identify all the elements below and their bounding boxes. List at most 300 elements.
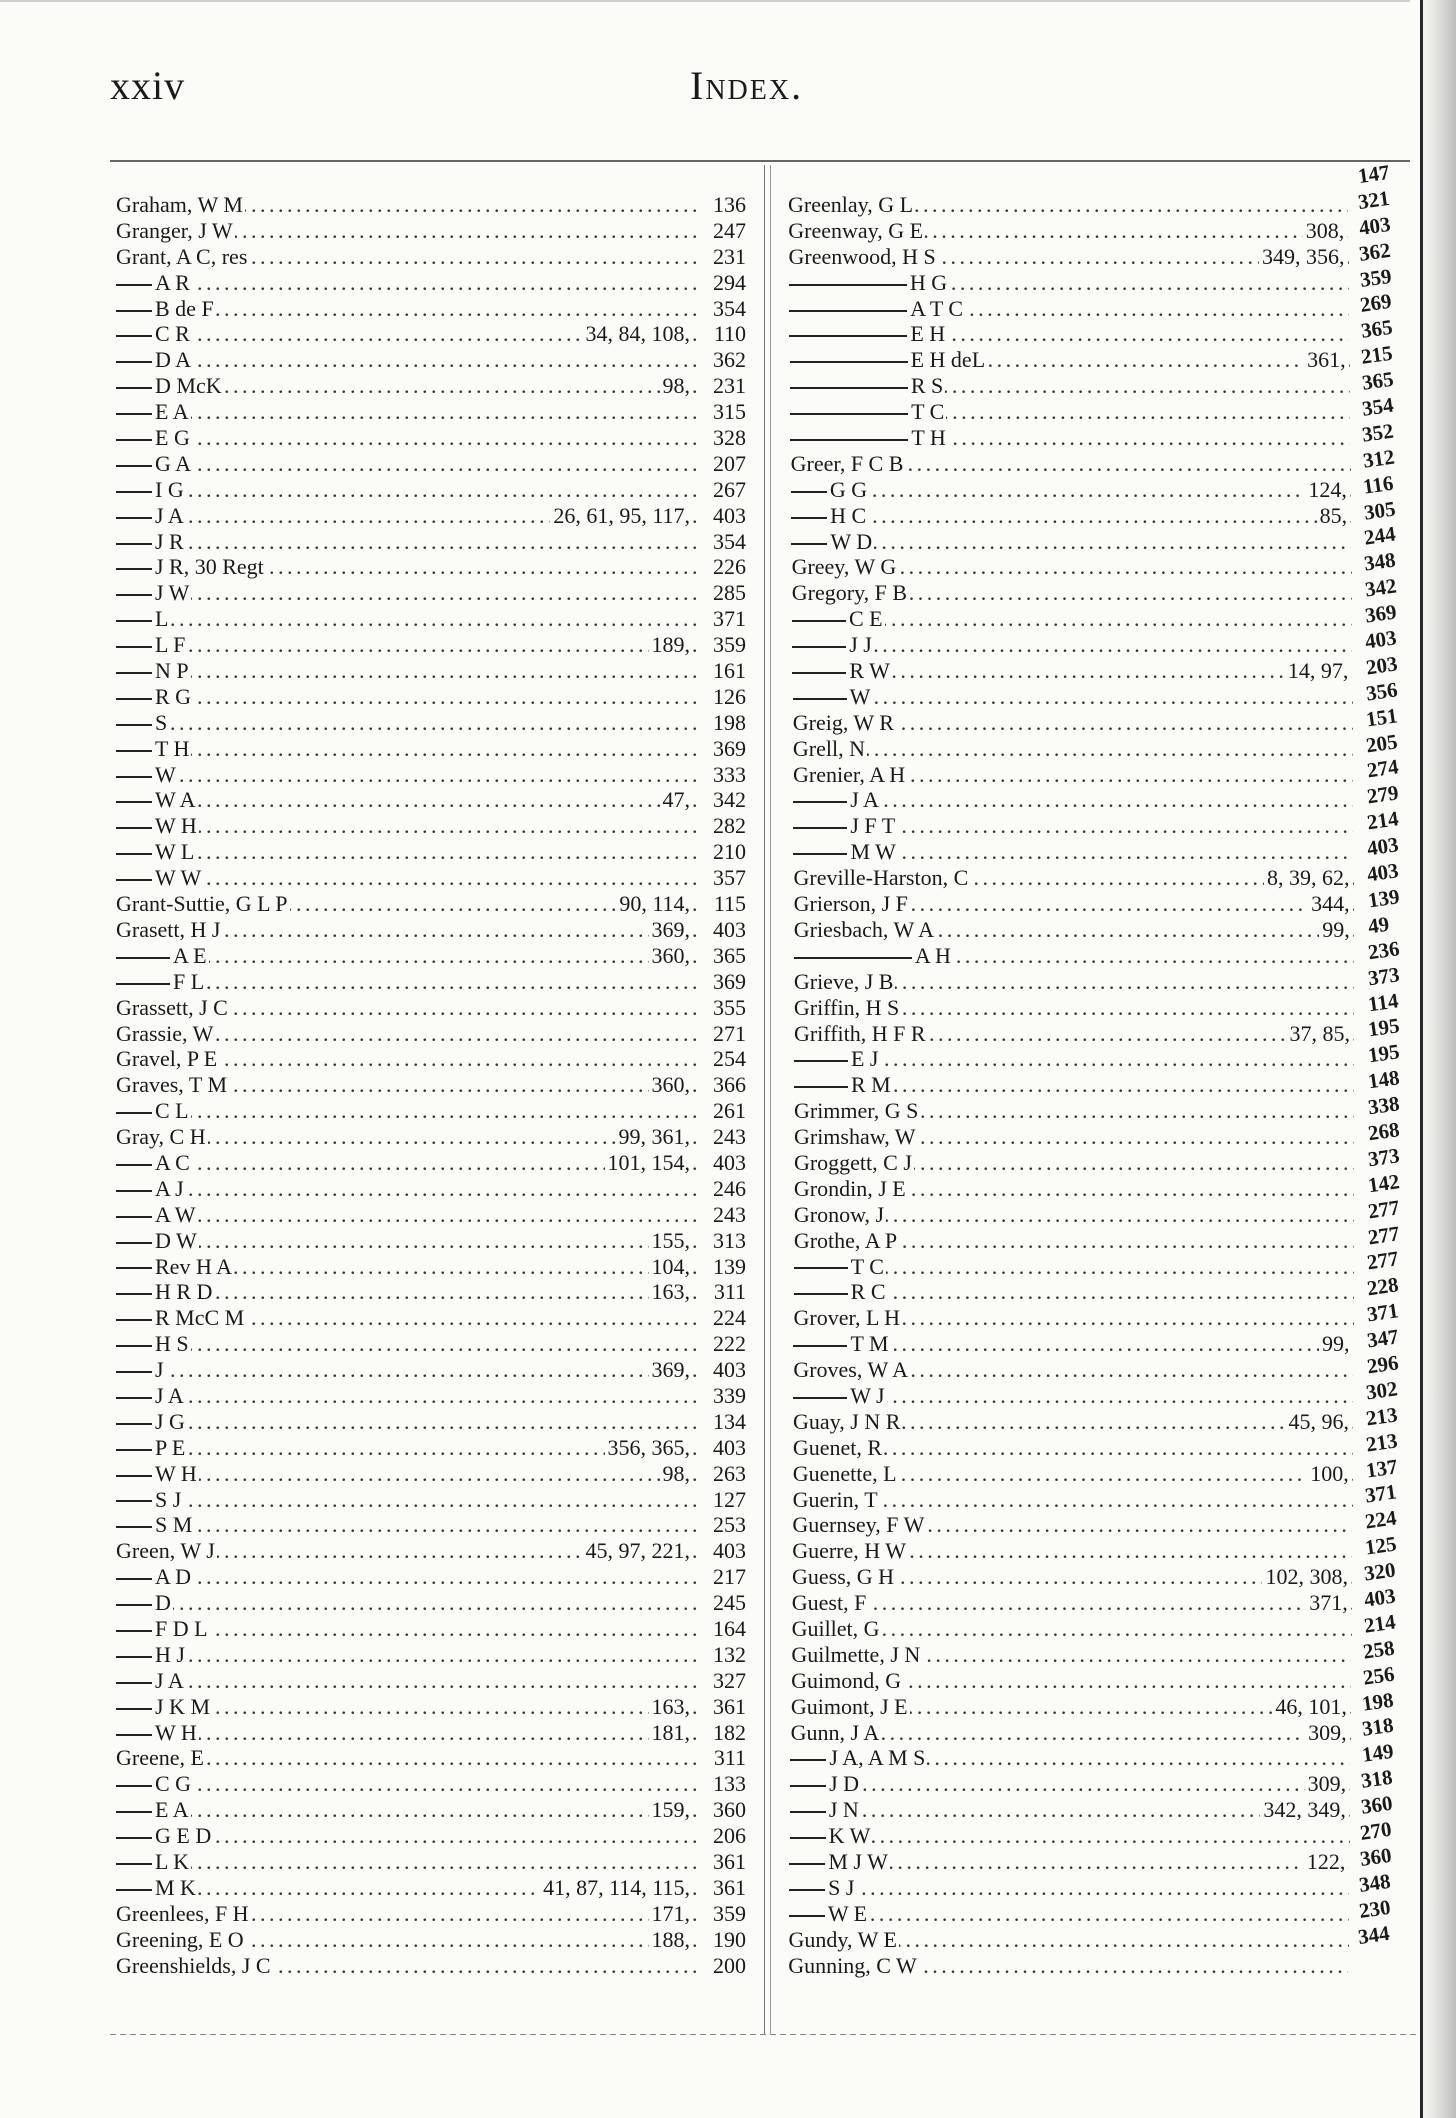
entry-name	[116, 321, 192, 346]
index-entry	[116, 632, 746, 658]
entry-name	[116, 270, 192, 295]
entry-name-text: M K	[155, 1874, 196, 1900]
entry-references: 8, 39, 62,	[1264, 865, 1350, 891]
right-column-page: 49	[1366, 911, 1391, 939]
entry-name	[792, 1512, 926, 1537]
entry-references: 14, 97,	[1285, 658, 1349, 684]
entry-name	[792, 1538, 908, 1563]
entry-references: 45, 97, 221,	[583, 1538, 691, 1564]
entry-name-text: J F T	[850, 813, 896, 839]
index-entry	[794, 1254, 1354, 1280]
index-entry	[794, 1072, 1354, 1098]
right-column-page: 214	[1365, 806, 1401, 835]
index-entry	[790, 1771, 1350, 1797]
entry-name	[790, 347, 988, 372]
entry-page: 261	[702, 1098, 746, 1124]
ditto-dash	[791, 543, 827, 545]
ditto-dash	[116, 853, 152, 855]
index-entry	[794, 917, 1354, 943]
entry-page: 285	[702, 580, 746, 606]
entry-name	[792, 1564, 896, 1589]
entry-page: 226	[702, 554, 746, 580]
ditto-dash	[116, 957, 170, 959]
entry-name-text: Graves, T M	[116, 1072, 228, 1098]
ditto-dash	[789, 284, 907, 286]
entry-name	[793, 787, 881, 812]
entry-page: 315	[702, 399, 746, 425]
entry-name	[792, 1590, 869, 1615]
entry-name	[790, 1771, 861, 1796]
entry-name	[789, 296, 965, 321]
entry-page: 311	[702, 1279, 746, 1305]
right-column-page: 403	[1363, 625, 1399, 654]
ditto-dash	[116, 439, 152, 441]
index-entry	[116, 1823, 746, 1849]
index-entry	[790, 1797, 1350, 1823]
ditto-dash	[116, 724, 152, 726]
index-entry	[116, 1254, 746, 1280]
index-entry	[116, 1228, 746, 1254]
entry-name-text: Guerin, T	[792, 1486, 878, 1512]
index-entry	[116, 1668, 746, 1694]
index-entry	[791, 1642, 1351, 1668]
entry-page: 371	[702, 606, 746, 632]
entry-name	[116, 684, 193, 709]
index-entry	[792, 580, 1352, 606]
dot-leader	[116, 1642, 746, 1668]
page-right-edge-shadow	[1418, 0, 1456, 2118]
entry-name	[791, 1720, 882, 1745]
entry-name	[116, 1409, 187, 1434]
ditto-dash	[116, 1190, 152, 1192]
index-entry	[792, 1616, 1352, 1642]
entry-name-text: A C	[155, 1149, 190, 1175]
right-column-page: 312	[1361, 444, 1396, 473]
ditto-dash	[116, 1112, 152, 1114]
entry-name	[116, 1150, 192, 1175]
right-column-page: 258	[1361, 1635, 1397, 1664]
entry-name	[794, 917, 936, 942]
entry-name-text: W J	[850, 1382, 885, 1408]
entry-name	[793, 684, 873, 709]
ditto-dash	[116, 517, 152, 519]
entry-name-text: F L	[173, 968, 205, 994]
index-entry	[116, 1590, 746, 1616]
ditto-dash	[116, 491, 152, 493]
ditto-dash	[789, 1863, 825, 1865]
entry-name	[116, 1021, 215, 1046]
ditto-dash	[116, 1319, 152, 1321]
entry-name-text: S	[155, 709, 168, 735]
right-column-page: 318	[1360, 1713, 1395, 1742]
right-column-page: 338	[1366, 1091, 1401, 1120]
entry-references: 163,	[649, 1279, 691, 1305]
entry-name-text: Gronow, J	[793, 1201, 885, 1227]
right-column-page: 320	[1362, 1557, 1398, 1586]
column-separator-secondary	[770, 165, 771, 2035]
entry-page: 164	[702, 1616, 746, 1642]
entry-references: 124,	[1305, 477, 1347, 503]
entry-name-text: Grenier, A H	[793, 761, 906, 787]
entry-name	[793, 1461, 899, 1486]
entry-name	[792, 580, 909, 605]
index-entry	[791, 529, 1351, 555]
entry-name	[790, 373, 945, 398]
entry-name-text: R S	[910, 373, 944, 399]
ditto-dash	[116, 387, 152, 389]
ditto-dash	[116, 1397, 152, 1399]
entry-name	[792, 1616, 882, 1641]
index-entry	[116, 1642, 746, 1668]
entry-references: 45, 96,	[1286, 1409, 1350, 1435]
right-column-page: 274	[1365, 754, 1400, 783]
dot-leader	[116, 736, 746, 762]
right-column-page: 354	[1360, 392, 1395, 421]
entry-page: 361	[702, 1694, 746, 1720]
index-entry	[116, 1512, 746, 1538]
index-entry	[116, 321, 746, 347]
entry-references: 99,	[1319, 1331, 1350, 1357]
entry-name-text: A R	[155, 269, 190, 295]
entry-name	[790, 1745, 927, 1770]
ditto-dash	[116, 568, 152, 570]
ditto-dash	[116, 776, 152, 778]
entry-name-text: Grover, L H	[793, 1305, 900, 1331]
right-column-page: 277	[1366, 1194, 1401, 1224]
entry-name	[793, 762, 907, 787]
index-entry	[791, 503, 1351, 529]
index-entry	[116, 192, 746, 218]
right-column-page: 371	[1363, 1479, 1399, 1508]
entry-references: 46, 101,	[1272, 1694, 1347, 1720]
right-column-page: 214	[1362, 1609, 1397, 1638]
entry-page: 403	[702, 917, 746, 943]
dot-leader	[116, 1461, 746, 1487]
entry-references: 99, 361,	[616, 1124, 691, 1150]
right-column-page: 195	[1366, 1039, 1401, 1068]
index-entry	[794, 1021, 1354, 1047]
index-entry	[792, 1564, 1352, 1590]
dot-leader	[116, 451, 746, 477]
entry-name-text: Guernsey, F W	[792, 1512, 925, 1538]
index-entry	[794, 1305, 1354, 1331]
ditto-dash	[116, 1889, 152, 1891]
entry-page: 126	[702, 684, 746, 710]
entry-name	[116, 1176, 186, 1201]
right-column-page: 365	[1360, 366, 1395, 395]
ditto-dash	[116, 1242, 152, 1244]
entry-page: 231	[702, 244, 746, 270]
entry-name-text: Greenlees, F H	[116, 1900, 249, 1926]
dot-leader	[792, 1590, 1352, 1616]
entry-name-text: Greenlay, G L	[788, 192, 914, 217]
ditto-dash	[794, 957, 912, 959]
right-column-page: 348	[1357, 1868, 1393, 1897]
entry-name-text: T H	[911, 425, 946, 451]
dot-leader	[116, 787, 746, 813]
index-entry	[793, 762, 1353, 788]
index-entry	[794, 1228, 1354, 1254]
entry-name-text: J N	[828, 1797, 859, 1823]
entry-name	[116, 1720, 199, 1745]
dot-leader	[116, 580, 746, 606]
entry-page: 182	[702, 1720, 746, 1746]
dot-leader	[790, 1771, 1350, 1797]
index-entry	[116, 1487, 746, 1513]
entry-name	[116, 917, 222, 942]
entry-name	[792, 606, 885, 631]
entry-page: 190	[702, 1927, 746, 1953]
entry-page: 354	[702, 529, 746, 555]
entry-page: 355	[702, 995, 746, 1021]
entry-name	[788, 218, 925, 243]
column-separator	[764, 165, 765, 2035]
right-column-page: 213	[1364, 1428, 1399, 1457]
entry-name	[116, 347, 193, 372]
dot-leader	[116, 606, 746, 632]
entry-name-text: R McC M	[155, 1305, 245, 1331]
right-column-page: 279	[1365, 780, 1400, 809]
entry-name	[116, 244, 249, 269]
right-column-page: 348	[1362, 547, 1398, 576]
entry-name	[794, 1202, 886, 1227]
entry-name	[791, 451, 906, 476]
entry-references: 100,	[1307, 1461, 1349, 1487]
entry-name	[789, 1901, 869, 1926]
entry-page: 313	[702, 1228, 746, 1254]
entry-name	[790, 1823, 873, 1848]
index-entry	[116, 296, 746, 322]
entry-page: 403	[702, 1538, 746, 1564]
entry-page: 246	[702, 1176, 746, 1202]
ditto-dash	[116, 620, 152, 622]
entry-name-text: Guenette, L	[792, 1460, 897, 1486]
index-entry	[789, 321, 1349, 347]
index-entry	[789, 1927, 1349, 1953]
entry-name	[794, 1124, 918, 1149]
entry-name-text: J K M	[155, 1693, 211, 1719]
entry-name-text: M J W	[828, 1849, 888, 1874]
entry-name-text: C L	[155, 1098, 189, 1124]
entry-name-text: H J	[155, 1641, 185, 1667]
entry-name-text: E A	[155, 399, 189, 425]
entry-name	[116, 1228, 199, 1253]
entry-name	[790, 1797, 861, 1822]
entry-page: 231	[702, 373, 746, 399]
index-entry	[790, 1745, 1350, 1771]
entry-name	[116, 943, 209, 968]
entry-name-text: Guest, F	[791, 1590, 867, 1616]
entry-name-text: Gundy, W E	[788, 1926, 897, 1952]
index-entry	[116, 554, 746, 580]
dot-leader	[116, 1564, 746, 1590]
right-column-page: 116	[1361, 470, 1396, 499]
index-entry	[116, 736, 746, 762]
entry-name-text: J A, A M S	[829, 1745, 926, 1771]
entry-page: 207	[702, 451, 746, 477]
index-entry	[116, 580, 746, 606]
entry-page: 110	[702, 321, 746, 347]
index-entry	[793, 710, 1353, 736]
index-entry	[789, 244, 1349, 270]
ditto-dash	[116, 1604, 152, 1606]
entry-name	[116, 451, 193, 476]
entry-page: 263	[702, 1461, 746, 1487]
index-entry	[116, 399, 746, 425]
page-title: Index.	[690, 63, 804, 108]
entry-name	[792, 554, 899, 579]
index-entry	[116, 1279, 746, 1305]
index-entry	[116, 347, 746, 373]
entry-name-text: Grondin, J E	[793, 1175, 906, 1201]
index-entry	[794, 943, 1354, 969]
entry-name-text: Griesbach, W A	[793, 916, 935, 942]
index-entry	[790, 1823, 1350, 1849]
right-column-page: 205	[1364, 728, 1400, 758]
footer-rule	[110, 2034, 1420, 2035]
ditto-dash	[116, 413, 152, 415]
ditto-dash	[116, 335, 152, 337]
entry-name-text: Green, W J	[116, 1538, 215, 1564]
entry-references: 360,	[649, 1072, 691, 1098]
entry-name	[116, 1331, 191, 1356]
index-entry	[789, 296, 1349, 322]
entry-page: 271	[702, 1021, 746, 1047]
entry-references: 155,	[649, 1228, 691, 1254]
index-entry	[116, 1383, 746, 1409]
ditto-dash	[116, 750, 152, 752]
entry-page: 136	[702, 192, 746, 218]
ditto-dash	[116, 1500, 152, 1502]
index-entry	[116, 1745, 746, 1771]
ditto-dash	[116, 284, 152, 286]
entry-name	[791, 1668, 903, 1693]
ditto-dash	[116, 1164, 152, 1166]
entry-page: 133	[702, 1771, 746, 1797]
index-entry	[794, 865, 1354, 891]
entry-references: 356, 365,	[605, 1435, 691, 1461]
entry-name-text: Gray, C H	[116, 1124, 206, 1150]
entry-page: 354	[702, 296, 746, 322]
entry-name-text: J R	[155, 528, 184, 554]
entry-name	[116, 477, 186, 502]
entry-name-text: I G	[155, 476, 184, 502]
entry-references: 181,	[649, 1720, 691, 1746]
entry-name	[791, 477, 869, 502]
dot-leader	[116, 347, 746, 373]
index-entry	[794, 1150, 1354, 1176]
entry-references: 369,	[649, 1357, 691, 1383]
entry-name	[116, 813, 199, 838]
entry-name-text: Grimmer, G S	[793, 1098, 919, 1124]
index-entry	[791, 1694, 1351, 1720]
entry-name-text: J A	[850, 787, 879, 813]
entry-name-text: H S	[155, 1331, 189, 1357]
entry-name	[794, 1176, 908, 1201]
entry-page: 132	[702, 1642, 746, 1668]
ditto-dash	[789, 1889, 825, 1891]
entry-page: 359	[702, 632, 746, 658]
entry-name-text: Guillet, G	[791, 1615, 880, 1641]
entry-name-text: F D L	[155, 1615, 208, 1641]
entry-name	[116, 736, 191, 761]
entry-name-text: W H	[155, 813, 197, 839]
entry-name-text: R G	[155, 683, 192, 709]
entry-name-text: Gunning, C W	[788, 1952, 917, 1978]
entry-name-text: Greene, E	[116, 1745, 204, 1771]
entry-name	[116, 1254, 234, 1279]
dot-leader	[116, 1512, 746, 1538]
entry-name-text: T C	[911, 399, 945, 425]
ditto-dash	[116, 1863, 152, 1865]
index-entry	[794, 995, 1354, 1021]
entry-name	[792, 632, 874, 657]
ditto-dash	[793, 698, 847, 700]
entry-name-text: Grassie, W	[116, 1020, 214, 1046]
right-column-page: 403	[1362, 1583, 1397, 1612]
entry-name-text: W H	[155, 1460, 197, 1486]
entry-references: 163,	[649, 1694, 691, 1720]
entry-name	[793, 813, 897, 838]
entry-name-text: J	[155, 1357, 164, 1383]
index-entry	[116, 1616, 746, 1642]
index-entry	[793, 1487, 1353, 1513]
index-entry	[116, 1927, 746, 1953]
dot-leader	[791, 529, 1351, 555]
entry-name	[116, 839, 196, 864]
entry-name-text: Guimond, G	[791, 1667, 902, 1693]
index-entry	[116, 218, 746, 244]
entry-name-text: H R D	[155, 1279, 213, 1305]
entry-page: 127	[702, 1487, 746, 1513]
entry-name-text: G E D	[155, 1823, 212, 1849]
index-entry	[116, 658, 746, 684]
entry-references: 309,	[1305, 1771, 1347, 1797]
right-column-page: 277	[1365, 1246, 1401, 1275]
entry-name	[116, 1461, 199, 1486]
entry-name-text: J A	[155, 1667, 184, 1693]
entry-name	[794, 891, 910, 916]
index-entry	[790, 399, 1350, 425]
dot-leader	[116, 1590, 746, 1616]
entry-references: 101, 154,	[605, 1150, 691, 1176]
right-column-page: 268	[1366, 1117, 1401, 1146]
right-column-page: 373	[1366, 961, 1401, 990]
index-entry	[793, 736, 1353, 762]
entry-name	[116, 1642, 187, 1667]
entry-page: 357	[702, 865, 746, 891]
entry-name	[116, 1202, 198, 1227]
entry-page: 139	[702, 1254, 746, 1280]
entry-name	[116, 658, 191, 683]
entry-page: 134	[702, 1409, 746, 1435]
dot-leader	[789, 1875, 1349, 1901]
dot-leader	[116, 684, 746, 710]
entry-name-text: D McK	[155, 373, 222, 399]
ditto-dash	[116, 1371, 152, 1373]
entry-page: 161	[702, 658, 746, 684]
index-column-right	[788, 192, 1348, 1978]
entry-name-text: Greenway, G E	[788, 217, 924, 243]
right-column-page: 149	[1360, 1738, 1395, 1768]
index-entry	[788, 192, 1348, 218]
entry-name-text: Groggett, C J	[793, 1149, 912, 1175]
entry-references: 361,	[1304, 347, 1346, 373]
entry-name-text: W W	[155, 865, 202, 891]
entry-name-text: Griffith, H F R	[793, 1020, 926, 1046]
entry-name	[116, 1124, 208, 1149]
dot-leader	[116, 529, 746, 555]
